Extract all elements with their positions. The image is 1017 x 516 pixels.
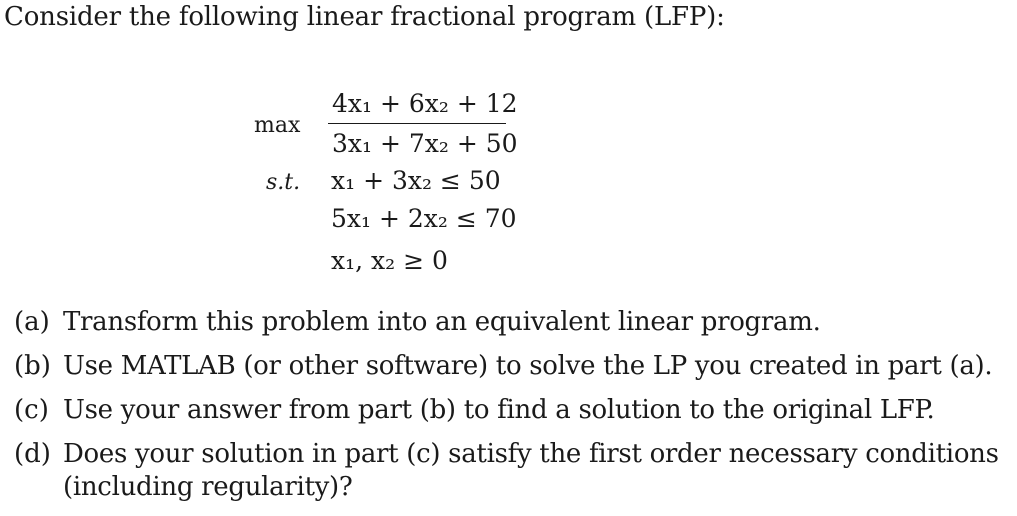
part-d — [14, 438, 1014, 504]
subject-to-label: s.t. — [266, 170, 301, 195]
part-b-text: Use MATLAB (or other software) to solve the LP you created in part (a). — [63, 351, 993, 381]
part-b-letter: (b) — [14, 351, 51, 381]
part-a-letter: (a) — [14, 307, 50, 337]
constraint-nonnegativity: x₁, x₂ ≥ 0 — [331, 246, 448, 275]
constraint-2: 5x₁ + 2x₂ ≤ 70 — [331, 204, 517, 233]
part-d-letter: (d) — [14, 439, 51, 469]
part-d-text: Does your solution in part (c) satisfy the first order necessary conditions (including regularity)? — [63, 439, 999, 502]
part-c-text: Use your answer from part (b) to find a solution to the original LFP. — [63, 395, 935, 425]
question-parts — [14, 306, 1014, 515]
max-label: max — [254, 113, 301, 138]
part-a — [14, 306, 1014, 339]
objective-numerator: 4x₁ + 6x₂ + 12 — [332, 89, 518, 118]
part-c — [14, 394, 1014, 427]
constraint-1: x₁ + 3x₂ ≤ 50 — [331, 166, 501, 195]
part-b — [14, 350, 1014, 383]
intro-text: Consider the following linear fractional program (LFP): — [4, 2, 725, 32]
objective-fraction — [328, 88, 518, 160]
part-c-letter: (c) — [14, 395, 49, 425]
part-a-text: Transform this problem into an equivalent linear program. — [63, 307, 821, 337]
fraction-bar — [328, 123, 506, 124]
objective-denominator: 3x₁ + 7x₂ + 50 — [332, 129, 518, 158]
